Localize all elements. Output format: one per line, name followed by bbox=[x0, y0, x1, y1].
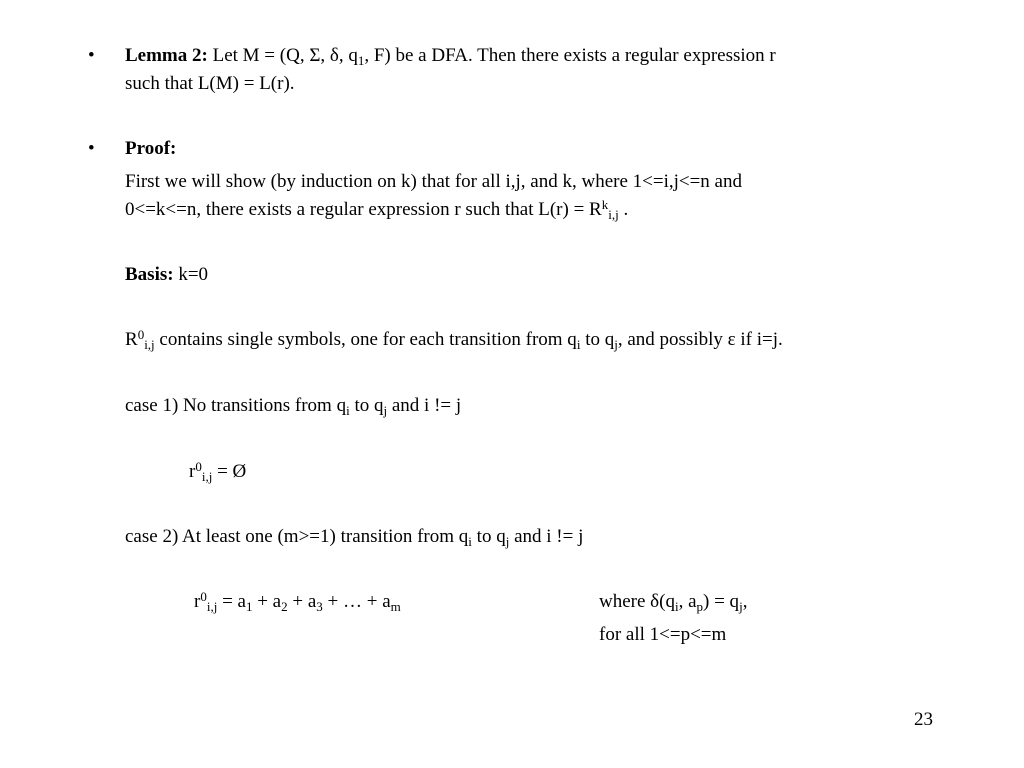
proof-bullet: • bbox=[88, 138, 95, 159]
proof-intro-line-1: First we will show (by induction on k) that for all i,j, and k, where 1<=i,j<=n and bbox=[125, 171, 742, 192]
case2-formula-s3: 3 bbox=[316, 599, 323, 614]
basis-line bbox=[125, 265, 208, 284]
case-1-formula bbox=[189, 459, 247, 484]
case2-b: to q bbox=[471, 526, 506, 547]
case2-where-d: , bbox=[742, 591, 748, 612]
case1-formula-a: r bbox=[189, 461, 196, 482]
case2-formula-e: + … + a bbox=[322, 591, 391, 612]
proof-intro-line-2 bbox=[125, 197, 629, 222]
lemma-text-a: Let M = (Q, Σ, δ, q bbox=[207, 45, 358, 66]
page-number: 23 bbox=[914, 709, 933, 730]
case1-formula-sub: i,j bbox=[201, 469, 213, 484]
case2-sub-i: i bbox=[468, 534, 472, 549]
proof-label: Proof: bbox=[125, 138, 177, 159]
r0-desc-a: R bbox=[125, 329, 138, 350]
case2-formula-s1: 1 bbox=[245, 599, 253, 614]
r0-desc-d: , and possibly ε if i=j. bbox=[617, 329, 783, 350]
case2-formula-d: + a bbox=[287, 591, 317, 612]
case2-where-a: where δ(q bbox=[599, 591, 675, 612]
case2-a: case 2) At least one (m>=1) transition from q bbox=[125, 526, 469, 547]
case2-where-sub-j: j bbox=[739, 599, 743, 614]
r0-desc-sub-i: i bbox=[576, 337, 581, 352]
case2-sub-j: j bbox=[505, 534, 510, 549]
intro-sup-k: k bbox=[601, 197, 609, 212]
case-1-line bbox=[125, 395, 462, 418]
intro-sub-ij: i,j bbox=[608, 207, 619, 222]
case2-formula-b: = a bbox=[217, 591, 246, 612]
case2-where-c: ) = q bbox=[703, 591, 740, 612]
case-2-forall: for all 1<=p<=m bbox=[599, 624, 727, 645]
case1-sub-i: i bbox=[346, 403, 350, 418]
case-2-line bbox=[125, 526, 584, 549]
case-2-where bbox=[599, 591, 748, 614]
r0-desc-sub: i,j bbox=[144, 337, 155, 352]
case1-b: to q bbox=[349, 395, 384, 416]
case1-sub-j: j bbox=[383, 403, 388, 418]
case2-c: and i != j bbox=[509, 526, 584, 547]
basis-label: Basis: bbox=[125, 264, 174, 285]
case-2-formula bbox=[194, 589, 401, 614]
case2-where-sub-i: i bbox=[674, 599, 679, 614]
lemma-label: Lemma 2: bbox=[125, 45, 208, 66]
r0-description bbox=[125, 327, 783, 352]
r0-desc-c: to q bbox=[580, 329, 615, 350]
case1-c: and i != j bbox=[387, 395, 462, 416]
case2-where-sub-p: p bbox=[696, 599, 704, 614]
intro-text-b: . bbox=[618, 199, 629, 220]
r0-desc-sup: 0 bbox=[137, 327, 145, 342]
lemma-bullet: • bbox=[88, 45, 95, 66]
case2-formula-a: r bbox=[194, 591, 201, 612]
case2-formula-sup: 0 bbox=[200, 589, 207, 604]
intro-text-a: 0<=k<=n, there exists a regular expression r such that L(r) = R bbox=[125, 199, 602, 220]
r0-desc-sub-j: j bbox=[614, 337, 618, 352]
case2-formula-s2: 2 bbox=[281, 599, 288, 614]
case2-formula-c: + a bbox=[252, 591, 282, 612]
case2-formula-sm: m bbox=[390, 599, 401, 614]
lemma-sub-1: 1 bbox=[357, 53, 365, 68]
case1-formula-b: = Ø bbox=[212, 461, 247, 482]
lemma-line-2: such that L(M) = L(r). bbox=[125, 73, 295, 94]
case2-formula-sub: i,j bbox=[206, 599, 218, 614]
basis-text: k=0 bbox=[173, 264, 209, 285]
case1-a: case 1) No transitions from q bbox=[125, 395, 347, 416]
lemma-line-1 bbox=[125, 45, 776, 68]
lemma-text-b: , F) be a DFA. Then there exists a regular expression r bbox=[364, 45, 776, 66]
case2-where-b: , a bbox=[678, 591, 697, 612]
r0-desc-b: contains single symbols, one for each transition from q bbox=[154, 329, 577, 350]
case1-formula-sup: 0 bbox=[195, 459, 202, 474]
